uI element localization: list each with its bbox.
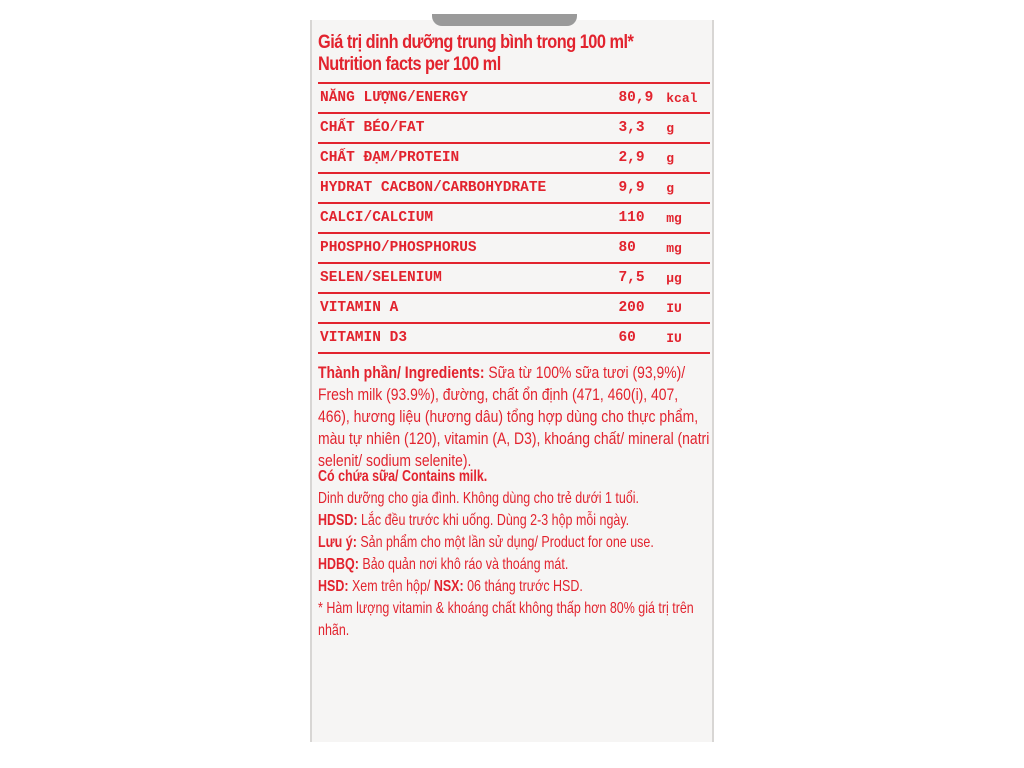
nutrient-name: VITAMIN D3 — [320, 330, 408, 346]
nutrient-name: CALCI/CALCIUM — [320, 210, 434, 226]
hdsd-text: Lắc đều trước khi uống. Dùng 2-3 hộp mỗi ngày. — [357, 512, 630, 529]
nutrient-unit: IU — [666, 330, 682, 346]
luuy-label: Lưu ý: — [318, 534, 357, 551]
nutrition-row — [318, 84, 710, 114]
nutrition-row — [318, 204, 710, 234]
caution-note — [318, 532, 710, 554]
nutrient-name: HYDRAT CACBON/CARBOHYDRATE — [320, 180, 547, 196]
title-line-vi: Giá trị dinh dưỡng trung bình trong 100 ml* — [318, 32, 634, 53]
nutrient-value: 3,3 — [618, 120, 645, 136]
footnote: * Hàm lượng vitamin & khoáng chất không thấp hơn 80% giá trị trên nhãn. — [318, 600, 694, 639]
nsx-text: 06 tháng trước HSD. — [463, 578, 583, 595]
nutrition-row — [318, 264, 710, 294]
nutrient-unit: kcal — [666, 90, 698, 106]
nutrient-value: 7,5 — [618, 270, 645, 286]
nutrient-value: 80 — [618, 240, 636, 256]
nutrient-name: NĂNG LƯỢNG/ENERGY — [320, 90, 468, 106]
nutrition-row — [318, 324, 710, 354]
title-line-en: Nutrition facts per 100 ml — [318, 54, 501, 75]
nutrient-unit: g — [666, 150, 675, 166]
nutrition-label — [318, 32, 710, 642]
hdbq-text: Bảo quản nơi khô ráo và thoáng mát. — [358, 556, 569, 573]
nutrient-value: 2,9 — [618, 150, 645, 166]
nutrient-unit: g — [666, 180, 675, 196]
contains-milk-note: Có chứa sữa/ Contains milk. — [318, 468, 488, 485]
nutrient-unit: µg — [666, 270, 682, 286]
label-title — [318, 32, 655, 76]
nutrient-unit: mg — [666, 240, 682, 256]
hdsd-label: HDSD: — [318, 512, 358, 529]
nutrition-row — [318, 234, 710, 264]
nutrition-row — [318, 294, 710, 324]
hsd-text: Xem trên hộp/ — [348, 578, 434, 595]
nutrition-row — [318, 114, 710, 144]
expiry-note — [318, 576, 710, 598]
usage-note — [318, 510, 710, 532]
nutrient-value: 60 — [618, 330, 636, 346]
nutrient-value: 9,9 — [618, 180, 645, 196]
nutrient-value: 110 — [618, 210, 645, 226]
ingredients-paragraph — [318, 362, 710, 472]
hsd-label: HSD: — [318, 578, 349, 595]
nutrient-unit: mg — [666, 210, 682, 226]
nutrient-name: CHẤT BÉO/FAT — [320, 120, 425, 136]
hdbq-label: HDBQ: — [318, 556, 359, 573]
ingredients-text: Sữa từ 100% sữa tươi (93,9%)/ Fresh milk (93.9%), đường, chất ổn định (471, 460(i), 407, 466), hương liệu (hương dâu) tổng hợp dùng cho thực phẩm, màu tự nhiên (120), vitamin (A, D3), khoáng chất/ mineral (natri selenit/ sodium selenite). — [318, 363, 710, 470]
nutrient-unit: g — [666, 120, 675, 136]
nutrient-name: CHẤT ĐẠM/PROTEIN — [320, 150, 460, 166]
nutrient-value: 80,9 — [618, 90, 654, 106]
storage-note — [318, 554, 710, 576]
nutrient-name: SELEN/SELENIUM — [320, 270, 442, 286]
nutrient-value: 200 — [618, 300, 645, 316]
nutrient-name: PHOSPHO/PHOSPHORUS — [320, 240, 477, 256]
product-label-panel — [310, 20, 714, 742]
nutrient-unit: IU — [666, 300, 682, 316]
nutrient-name: VITAMIN A — [320, 300, 399, 316]
nutrition-table — [318, 82, 710, 354]
ingredients-label: Thành phần/ Ingredients: — [318, 363, 485, 382]
luuy-text: Sản phẩm cho một lần sử dụng/ Product for one use. — [356, 534, 654, 551]
family-note: Dinh dưỡng cho gia đình. Không dùng cho trẻ dưới 1 tuổi. — [318, 490, 640, 507]
nsx-label: NSX: — [433, 578, 464, 595]
nutrition-row — [318, 144, 710, 174]
package-top-edge — [432, 14, 577, 26]
notes-block — [318, 466, 710, 642]
nutrition-row — [318, 174, 710, 204]
